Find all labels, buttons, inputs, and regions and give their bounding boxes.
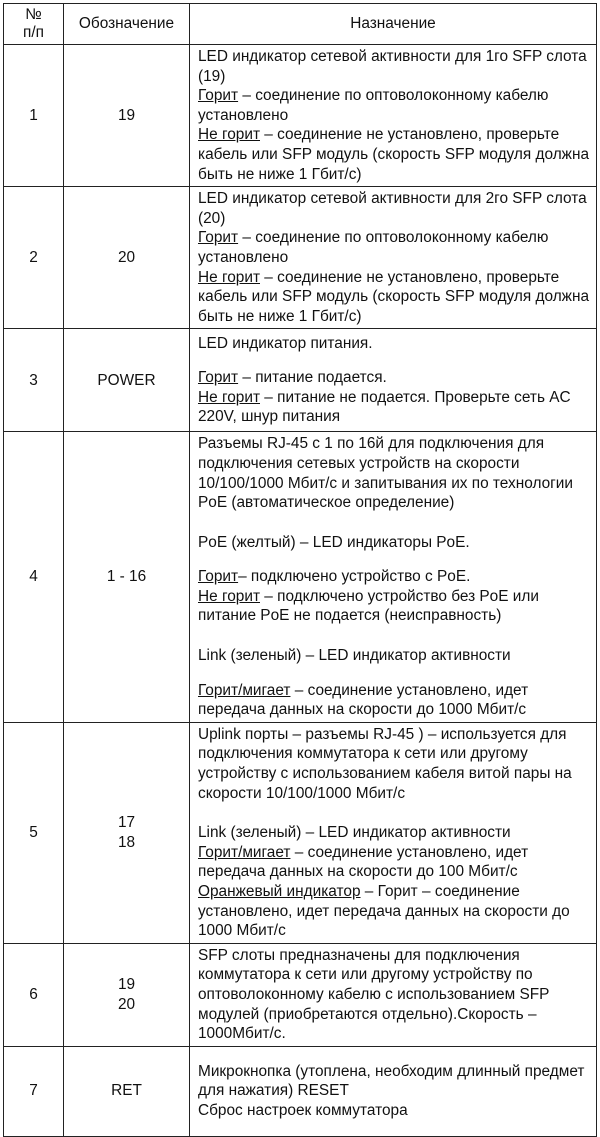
header-designation: Обозначение [64,4,190,45]
row-purpose: Uplink порты – разъемы RJ-45 ) – используется для подключения коммутатора к сети или другому устройству с использованием кабеля витой пары на скорости 10/100/1000 Мбит/с Link (зеленый) – LED индикатор активности Горит/мигает – соединение установлено, идет передача данных на скорости до 100 Мбит/с Оранжевый индикатор – Горит – соединение установлено, идет передача данных на скорости до 1000 Мбит/с [190,722,597,943]
row-number: 1 [4,45,64,187]
table-row [4,943,597,1046]
table-row [4,722,597,943]
row-number: 4 [4,432,64,723]
row-designation: 20 [64,187,190,329]
led-description-table [3,3,597,1137]
row-number: 3 [4,329,64,432]
table-row [4,187,597,329]
row-designation: 1 - 16 [64,432,190,723]
row-number: 7 [4,1046,64,1136]
row-designation: 17 18 [64,722,190,943]
table-row [4,45,597,187]
row-designation: 19 20 [64,943,190,1046]
row-purpose: LED индикатор сетевой активности для 1го SFP слота (19) Горит – соединение по оптоволоконному кабелю установлено Не горит – соединение не установлено, проверьте кабель или SFP модуль (скорость SFP модуля должна быть не ниже 1 Гбит/с) [190,45,597,187]
row-purpose: SFP слоты предназначены для подключения коммутатора к сети или другому устройству по оптоволоконному кабелю с использованием SFP модулей (приобретаются отдельно).Скорость – 1000Мбит/с. [190,943,597,1046]
row-number: 5 [4,722,64,943]
table-row [4,1046,597,1136]
table-row [4,432,597,723]
row-purpose: LED индикатор сетевой активности для 2го SFP слота (20) Горит – соединение по оптоволоконному кабелю установлено Не горит – соединение не установлено, проверьте кабель или SFP модуль (скорость SFP модуля должна быть не ниже 1 Гбит/с) [190,187,597,329]
header-row [4,4,597,45]
table-row [4,329,597,432]
header-purpose: Назначение [190,4,597,45]
row-number: 6 [4,943,64,1046]
row-designation: 19 [64,45,190,187]
row-number: 2 [4,187,64,329]
row-purpose: Разъемы RJ-45 с 1 по 16й для подключения для подключения сетевых устройств на скорости 10/100/1000 Мбит/с и запитывания их по технологии PoE (автоматическое определение) PoE (желтый) – LED индикаторы PoE. Горит– подключено устройство с PoE. Не горит – подключено устройство без PoE или питание PoE не подается (неисправность) Link (зеленый) – LED индикатор активности Горит/мигает – соединение установлено, идет передача данных на скорости до 1000 Мбит/с [190,432,597,723]
row-designation: RET [64,1046,190,1136]
row-designation: POWER [64,329,190,432]
row-purpose: LED индикатор питания. Горит – питание подается. Не горит – питание не подается. Проверьте сеть AC 220V, шнур питания [190,329,597,432]
row-purpose: Микрокнопка (утоплена, необходим длинный предмет для нажатия) RESET Сброс настроек коммутатора [190,1046,597,1136]
header-number: № п/п [4,4,64,45]
